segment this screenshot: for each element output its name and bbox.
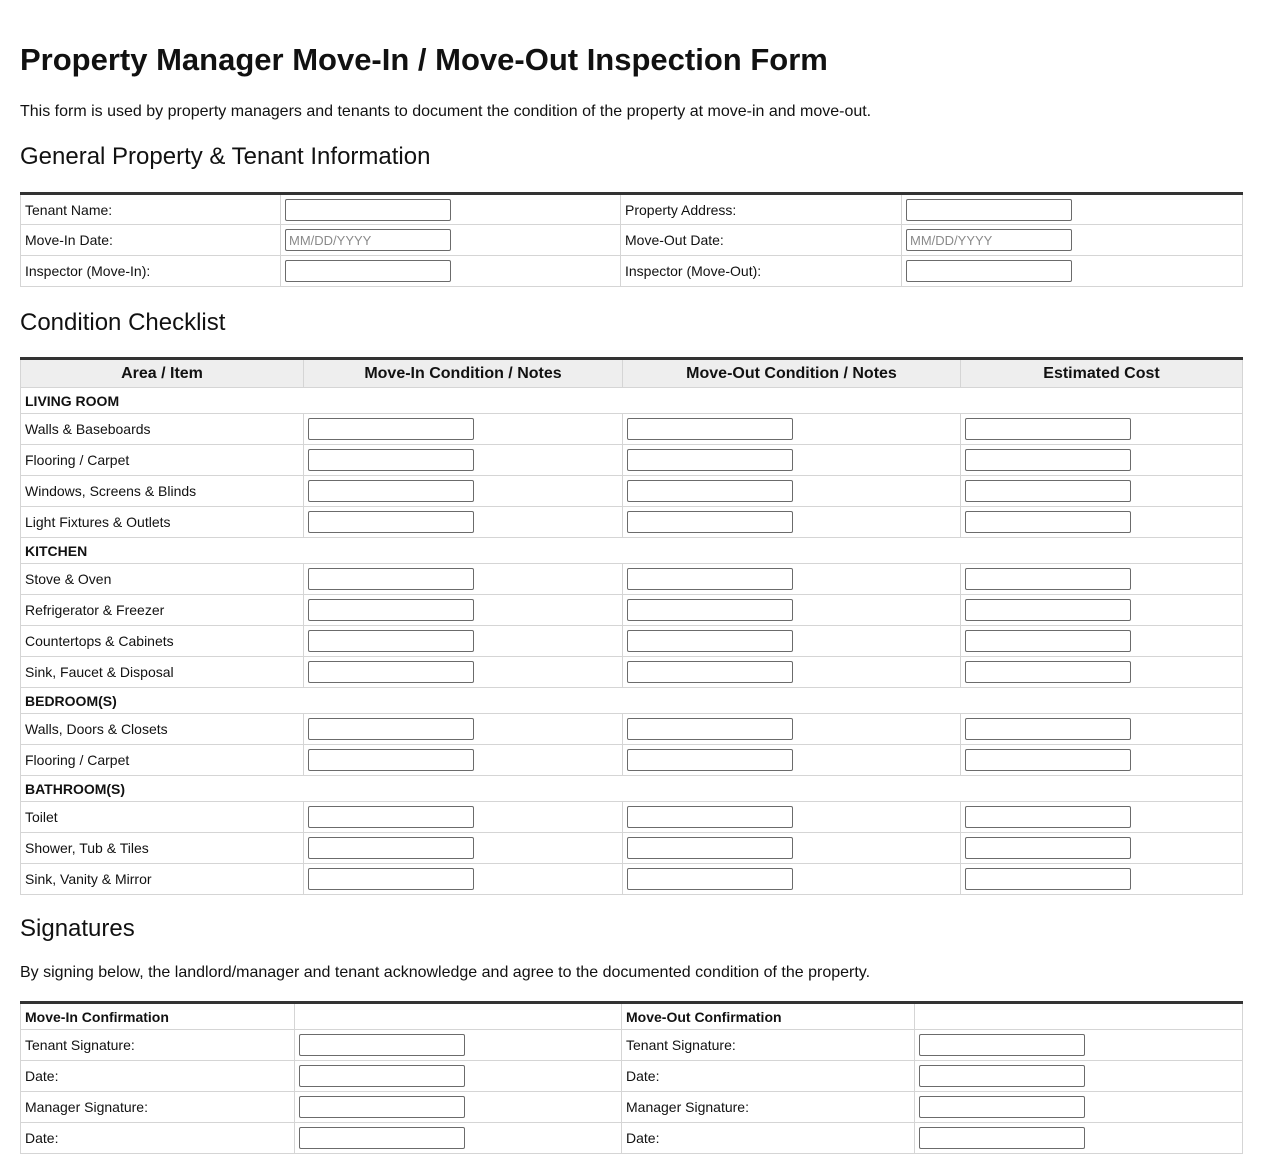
move-out-date-label: Date: (622, 1123, 915, 1154)
bedroom-s-walls-doors-closets-move-out-input-cell (623, 714, 961, 745)
general-info-table (20, 192, 1243, 287)
signature-row (21, 1092, 1243, 1123)
bathroom-s-shower-tub-tiles-move-in-input[interactable] (308, 837, 474, 859)
living-room-windows-screens-blinds-cost-input[interactable] (965, 480, 1131, 502)
bathroom-s-toilet-move-in-input[interactable] (308, 806, 474, 828)
table-row (21, 507, 1243, 538)
bathroom-s-shower-tub-tiles-move-out-input[interactable] (627, 837, 793, 859)
move-out-manager-signature-label: Manager Signature: (622, 1092, 915, 1123)
item-label: Refrigerator & Freezer (21, 595, 304, 626)
bathroom-s-toilet-move-out-input-cell (623, 802, 961, 833)
kitchen-countertops-cabinets-cost-input[interactable] (965, 630, 1131, 652)
living-room-walls-baseboards-move-out-input-cell (623, 414, 961, 445)
signatures-text: By signing below, the landlord/manager and tenant acknowledge and agree to the documented condition of the property. (20, 964, 871, 981)
move-out-manager-signature-2-input[interactable] (919, 1096, 1085, 1118)
signature-row (21, 1123, 1243, 1154)
item-label: Toilet (21, 802, 304, 833)
living-room-windows-screens-blinds-move-out-input[interactable] (627, 480, 793, 502)
general-info-heading: General Property & Tenant Information (20, 143, 431, 170)
item-label: Walls, Doors & Closets (21, 714, 304, 745)
signatures-heading: Signatures (20, 915, 135, 942)
living-room-light-fixtures-outlets-move-out-input-cell (623, 507, 961, 538)
table-row (21, 864, 1243, 895)
table-row (21, 414, 1243, 445)
bathroom-s-sink-vanity-mirror-move-out-input-cell (623, 864, 961, 895)
kitchen-refrigerator-freezer-move-out-input[interactable] (627, 599, 793, 621)
section-title: LIVING ROOM (21, 388, 1243, 414)
living-room-walls-baseboards-cost-input[interactable] (965, 418, 1131, 440)
table-row (21, 657, 1243, 688)
kitchen-refrigerator-freezer-move-out-input-cell (623, 595, 961, 626)
move-in-tenant-signature-0-input[interactable] (299, 1034, 465, 1056)
table-row (21, 476, 1243, 507)
property-address-input[interactable] (906, 199, 1072, 221)
bedroom-s-flooring-carpet-move-out-input-cell (623, 745, 961, 776)
section-row-kitchen (21, 538, 1243, 564)
bathroom-s-toilet-move-out-input[interactable] (627, 806, 793, 828)
living-room-windows-screens-blinds-move-out-input-cell (623, 476, 961, 507)
checklist-header-row (21, 359, 1243, 388)
move-out-tenant-signature-0-input[interactable] (919, 1034, 1085, 1056)
info-row (21, 256, 1243, 287)
info-row (21, 194, 1243, 225)
move-in-confirmation-title: Move-In Confirmation (21, 1003, 295, 1030)
move-in-date-3-input[interactable] (299, 1127, 465, 1149)
property-address-input-cell (902, 194, 1243, 225)
inspector-move-in-label: Inspector (Move-In): (21, 256, 281, 287)
move-out-date-3-input-cell (915, 1123, 1243, 1154)
bathroom-s-toilet-cost-input-cell (961, 802, 1243, 833)
signature-row (21, 1061, 1243, 1092)
table-row (21, 714, 1243, 745)
living-room-light-fixtures-outlets-cost-input[interactable] (965, 511, 1131, 533)
item-label: Flooring / Carpet (21, 445, 304, 476)
table-row (21, 595, 1243, 626)
bathroom-s-shower-tub-tiles-move-out-input-cell (623, 833, 961, 864)
kitchen-refrigerator-freezer-move-in-input[interactable] (308, 599, 474, 621)
bedroom-s-flooring-carpet-move-in-input-cell (304, 745, 623, 776)
move-out-date-3-input[interactable] (919, 1127, 1085, 1149)
move-out-confirmation-title: Move-Out Confirmation (622, 1003, 915, 1030)
bedroom-s-flooring-carpet-move-in-input[interactable] (308, 749, 474, 771)
move-in-date-label: Date: (21, 1061, 295, 1092)
move-in-manager-signature-2-input-cell (295, 1092, 622, 1123)
move-out-date-input-cell (902, 225, 1243, 256)
living-room-flooring-carpet-cost-input-cell (961, 445, 1243, 476)
kitchen-refrigerator-freezer-cost-input[interactable] (965, 599, 1131, 621)
item-label: Sink, Vanity & Mirror (21, 864, 304, 895)
item-label: Shower, Tub & Tiles (21, 833, 304, 864)
living-room-windows-screens-blinds-cost-input-cell (961, 476, 1243, 507)
living-room-flooring-carpet-cost-input[interactable] (965, 449, 1131, 471)
info-row (21, 225, 1243, 256)
item-label: Sink, Faucet & Disposal (21, 657, 304, 688)
living-room-walls-baseboards-move-out-input[interactable] (627, 418, 793, 440)
signatures-header-row (21, 1003, 1243, 1030)
kitchen-stove-oven-cost-input-cell (961, 564, 1243, 595)
table-row (21, 802, 1243, 833)
living-room-light-fixtures-outlets-move-in-input-cell (304, 507, 623, 538)
item-label: Flooring / Carpet (21, 745, 304, 776)
inspector-move-out-input[interactable] (906, 260, 1072, 282)
bedroom-s-flooring-carpet-cost-input-cell (961, 745, 1243, 776)
page-title: Property Manager Move-In / Move-Out Inspection Form (20, 42, 828, 77)
move-in-manager-signature-label: Manager Signature: (21, 1092, 295, 1123)
kitchen-sink-faucet-disposal-cost-input[interactable] (965, 661, 1131, 683)
column-header-move-out: Move-Out Condition / Notes (623, 359, 961, 388)
move-out-tenant-signature-0-input-cell (915, 1030, 1243, 1061)
living-room-flooring-carpet-move-in-input[interactable] (308, 449, 474, 471)
kitchen-countertops-cabinets-cost-input-cell (961, 626, 1243, 657)
bedroom-s-walls-doors-closets-move-in-input[interactable] (308, 718, 474, 740)
bedroom-s-flooring-carpet-cost-input[interactable] (965, 749, 1131, 771)
section-title: KITCHEN (21, 538, 1243, 564)
item-label: Light Fixtures & Outlets (21, 507, 304, 538)
move-out-tenant-signature-label: Tenant Signature: (622, 1030, 915, 1061)
bedroom-s-walls-doors-closets-move-out-input[interactable] (627, 718, 793, 740)
item-label: Windows, Screens & Blinds (21, 476, 304, 507)
living-room-walls-baseboards-move-in-input[interactable] (308, 418, 474, 440)
move-in-date-label: Move-In Date: (21, 225, 281, 256)
section-title: BEDROOM(S) (21, 688, 1243, 714)
move-out-date-1-input-cell (915, 1061, 1243, 1092)
section-row-bedroom-s (21, 688, 1243, 714)
kitchen-stove-oven-move-in-input[interactable] (308, 568, 474, 590)
kitchen-sink-faucet-disposal-move-in-input[interactable] (308, 661, 474, 683)
inspector-move-in-input[interactable] (285, 260, 451, 282)
move-in-date-3-input-cell (295, 1123, 622, 1154)
kitchen-refrigerator-freezer-cost-input-cell (961, 595, 1243, 626)
move-out-date-label: Date: (622, 1061, 915, 1092)
kitchen-countertops-cabinets-move-out-input[interactable] (627, 630, 793, 652)
living-room-walls-baseboards-move-in-input-cell (304, 414, 623, 445)
kitchen-countertops-cabinets-move-out-input-cell (623, 626, 961, 657)
living-room-light-fixtures-outlets-cost-input-cell (961, 507, 1243, 538)
condition-checklist-table (20, 357, 1243, 895)
item-label: Countertops & Cabinets (21, 626, 304, 657)
kitchen-stove-oven-move-in-input-cell (304, 564, 623, 595)
kitchen-stove-oven-cost-input[interactable] (965, 568, 1131, 590)
bedroom-s-flooring-carpet-move-out-input[interactable] (627, 749, 793, 771)
bathroom-s-sink-vanity-mirror-move-out-input[interactable] (627, 868, 793, 890)
inspector-move-in-input-cell (281, 256, 621, 287)
move-in-tenant-signature-0-input-cell (295, 1030, 622, 1061)
move-in-tenant-signature-label: Tenant Signature: (21, 1030, 295, 1061)
empty-cell (915, 1003, 1243, 1030)
move-in-date-label: Date: (21, 1123, 295, 1154)
table-row (21, 626, 1243, 657)
move-in-manager-signature-2-input[interactable] (299, 1096, 465, 1118)
move-in-date-1-input-cell (295, 1061, 622, 1092)
signature-row (21, 1030, 1243, 1061)
table-row (21, 745, 1243, 776)
bathroom-s-sink-vanity-mirror-cost-input-cell (961, 864, 1243, 895)
bathroom-s-toilet-move-in-input-cell (304, 802, 623, 833)
property-address-label: Property Address: (621, 194, 902, 225)
move-in-date-input[interactable] (285, 229, 451, 251)
section-row-living-room (21, 388, 1243, 414)
move-in-date-1-input[interactable] (299, 1065, 465, 1087)
tenant-name-input[interactable] (285, 199, 451, 221)
item-label: Stove & Oven (21, 564, 304, 595)
living-room-walls-baseboards-cost-input-cell (961, 414, 1243, 445)
kitchen-stove-oven-move-out-input[interactable] (627, 568, 793, 590)
kitchen-sink-faucet-disposal-move-in-input-cell (304, 657, 623, 688)
item-label: Walls & Baseboards (21, 414, 304, 445)
bathroom-s-shower-tub-tiles-move-in-input-cell (304, 833, 623, 864)
bathroom-s-toilet-cost-input[interactable] (965, 806, 1131, 828)
living-room-windows-screens-blinds-move-in-input[interactable] (308, 480, 474, 502)
move-out-date-1-input[interactable] (919, 1065, 1085, 1087)
move-out-manager-signature-2-input-cell (915, 1092, 1243, 1123)
bathroom-s-shower-tub-tiles-cost-input-cell (961, 833, 1243, 864)
kitchen-refrigerator-freezer-move-in-input-cell (304, 595, 623, 626)
kitchen-stove-oven-move-out-input-cell (623, 564, 961, 595)
signatures-table (20, 1001, 1243, 1154)
kitchen-sink-faucet-disposal-move-out-input-cell (623, 657, 961, 688)
table-row (21, 564, 1243, 595)
table-row (21, 833, 1243, 864)
bathroom-s-sink-vanity-mirror-move-in-input-cell (304, 864, 623, 895)
kitchen-countertops-cabinets-move-in-input[interactable] (308, 630, 474, 652)
table-row (21, 445, 1243, 476)
inspector-move-out-input-cell (902, 256, 1243, 287)
tenant-name-label: Tenant Name: (21, 194, 281, 225)
column-header-cost: Estimated Cost (961, 359, 1243, 388)
bedroom-s-walls-doors-closets-cost-input-cell (961, 714, 1243, 745)
move-out-date-input[interactable] (906, 229, 1072, 251)
kitchen-countertops-cabinets-move-in-input-cell (304, 626, 623, 657)
empty-cell (295, 1003, 622, 1030)
bathroom-s-shower-tub-tiles-cost-input[interactable] (965, 837, 1131, 859)
column-header-area: Area / Item (21, 359, 304, 388)
living-room-windows-screens-blinds-move-in-input-cell (304, 476, 623, 507)
living-room-flooring-carpet-move-out-input[interactable] (627, 449, 793, 471)
bedroom-s-walls-doors-closets-move-in-input-cell (304, 714, 623, 745)
inspector-move-out-label: Inspector (Move-Out): (621, 256, 902, 287)
section-row-bathroom-s (21, 776, 1243, 802)
move-in-date-input-cell (281, 225, 621, 256)
living-room-light-fixtures-outlets-move-in-input[interactable] (308, 511, 474, 533)
column-header-move-in: Move-In Condition / Notes (304, 359, 623, 388)
kitchen-sink-faucet-disposal-move-out-input[interactable] (627, 661, 793, 683)
tenant-name-input-cell (281, 194, 621, 225)
living-room-flooring-carpet-move-out-input-cell (623, 445, 961, 476)
checklist-heading: Condition Checklist (20, 309, 226, 336)
kitchen-sink-faucet-disposal-cost-input-cell (961, 657, 1243, 688)
living-room-light-fixtures-outlets-move-out-input[interactable] (627, 511, 793, 533)
move-out-date-label: Move-Out Date: (621, 225, 902, 256)
bedroom-s-walls-doors-closets-cost-input[interactable] (965, 718, 1131, 740)
bathroom-s-sink-vanity-mirror-move-in-input[interactable] (308, 868, 474, 890)
section-title: BATHROOM(S) (21, 776, 1243, 802)
living-room-flooring-carpet-move-in-input-cell (304, 445, 623, 476)
intro-text: This form is used by property managers and tenants to document the condition of the property at move-in and move-out. (20, 103, 872, 120)
bathroom-s-sink-vanity-mirror-cost-input[interactable] (965, 868, 1131, 890)
